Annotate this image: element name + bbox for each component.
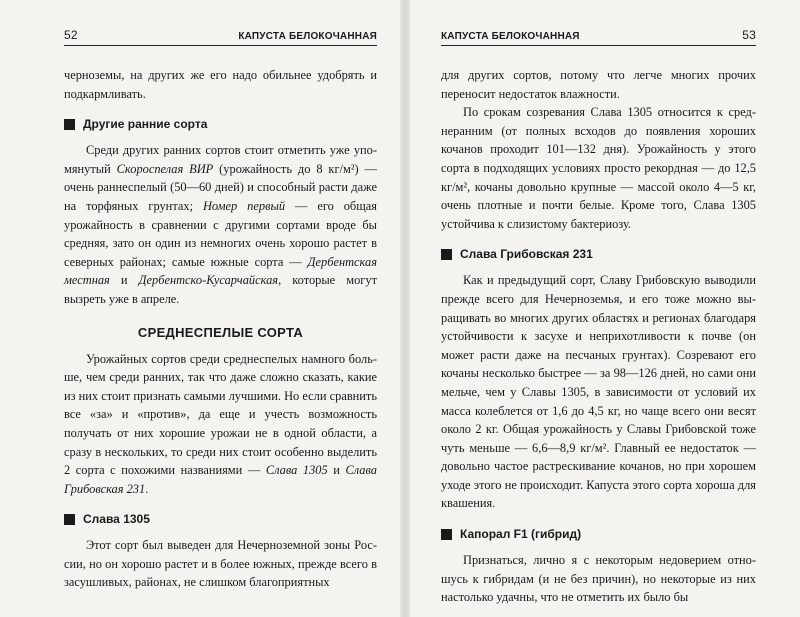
text-run: Среди других ранних сортов стоит отметить уже упомянутый — [64, 143, 377, 176]
subheading-text: Капорал F1 (гибрид) — [460, 527, 582, 542]
variety-name: Слава Грибовская 231 — [64, 463, 377, 496]
subheading-text: Слава 1305 — [83, 512, 150, 527]
square-bullet-icon — [64, 119, 75, 130]
square-bullet-icon — [64, 514, 75, 525]
variety-name: Скороспелая ВИР — [116, 161, 214, 176]
running-head-right — [441, 28, 756, 46]
subheading-text: Другие ранние сорта — [83, 117, 208, 132]
running-head-left — [64, 28, 377, 46]
variety-name: Дербентско-Кусарчайская — [138, 273, 279, 288]
text-run: (урожайность до 8 кг/м²) — очень раннеспелый (50—60 дней) и способный расти даже на торфяных грунтах; — [64, 161, 377, 213]
variety-name: Номер первый — [202, 198, 286, 213]
right-page — [405, 0, 800, 617]
paragraph-continued: для других сортов, потому что легче многих прочих переносит недостаток влажности. — [441, 68, 756, 101]
paragraph-intro: черноземы, на других же его надо обильнее удобрять и подкармливать. — [64, 68, 377, 101]
running-title: КАПУСТА БЕЛОКОЧАННАЯ — [238, 31, 377, 42]
paragraph-other-early — [64, 141, 377, 308]
text-run: Урожайных сортов среди среднеспелых намного больше, чем среди ранних, так что даже сложно сказать, какие из них стоит признать самыми лучшими. Но если сравнить все «за» и «против», да еще и учесть возможность получать от них хорошие урожаи не в одной области, а сразу в нескольких, то среди них стоит особенно выделить 2 сорта с похожими названиями — — [64, 351, 377, 478]
square-bullet-icon — [441, 249, 452, 260]
paragraph-ripening: По срокам созревания Слава 1305 относится к среднеранним (от полных всходов до появления хороших кочанов проходит 101—132 дня). Урожайность у этого сорта в подходящих условиях просто рекордная — до 12,5 кг/м², кочаны довольно крупные — массой около 4—5 кг, очень плотные и почти белые. Кроме того, Слава 1305 устойчива к слизистому бактериозу. — [441, 105, 756, 231]
paragraph-kaporal: Признаться, лично я с некоторым недоверием отношусь к гибридам (и не без причин), но некоторые из них настолько удачны, что не отметить их было бы — [441, 553, 756, 605]
section-heading-mid-season: СРЕДНЕСПЕЛЫЕ СОРТА — [137, 324, 304, 340]
page-number: 52 — [64, 28, 78, 42]
subheading-text: Слава Грибовская 231 — [460, 247, 593, 262]
subheading-kaporal — [441, 527, 756, 541]
text-run: — его общая урожайность в сравнении с другими сортами вроде бы средняя, зато он один из немногих очень хорошо растет в северных районах; самые южные сорта — — [64, 198, 377, 269]
paragraph-mid-season — [64, 350, 377, 499]
text-run: . — [145, 481, 149, 496]
variety-name: Слава 1305 — [265, 463, 328, 478]
square-bullet-icon — [441, 529, 452, 540]
variety-name: Дербентская местная — [64, 254, 377, 288]
subheading-slava-gribovskaya — [441, 247, 756, 261]
paragraph-slava-gribovskaya: Как и предыдущий сорт, Славу Грибовскую выводили прежде всего для Нечерноземья, и его тоже можно выращивать во многих других областях и регионах благодаря устойчивости к засухе и неприхотливости к почве (он может расти даже на песчаных грунтах). Созревают его кочаны несколько быстрее — за 98—126 дней, но сами они мельче, чем у Славы 1305, в зависимости от условий их масса колеблется от 1,6 до 4,5 кг, но чаще всего они весят около 2 кг. Общая урожайность у Славы Грибовской тоже чуть меньше — 6,6—8,9 кг/м². Главный ее недостаток — довольно частое растрескивание кочанов, но при хорошем уходе этого не происходит. Капуста этого сорта хороша для квашения. — [441, 273, 756, 511]
subheading-other-early — [64, 117, 377, 131]
text-run: и — [327, 463, 346, 478]
page-number: 53 — [742, 28, 756, 42]
paragraph-slava-1305: Этот сорт был выведен для Нечерноземной зоны России, но он хорошо растет и в более южных, прежде всего в засушливых, районах, не слишком благоприятных — [64, 538, 377, 590]
text-run: и — [109, 273, 139, 288]
subheading-slava-1305 — [64, 512, 377, 526]
running-title: КАПУСТА БЕЛОКОЧАННАЯ — [441, 31, 580, 42]
text-run: , которые могут вызреть уже в апреле. — [64, 273, 377, 306]
